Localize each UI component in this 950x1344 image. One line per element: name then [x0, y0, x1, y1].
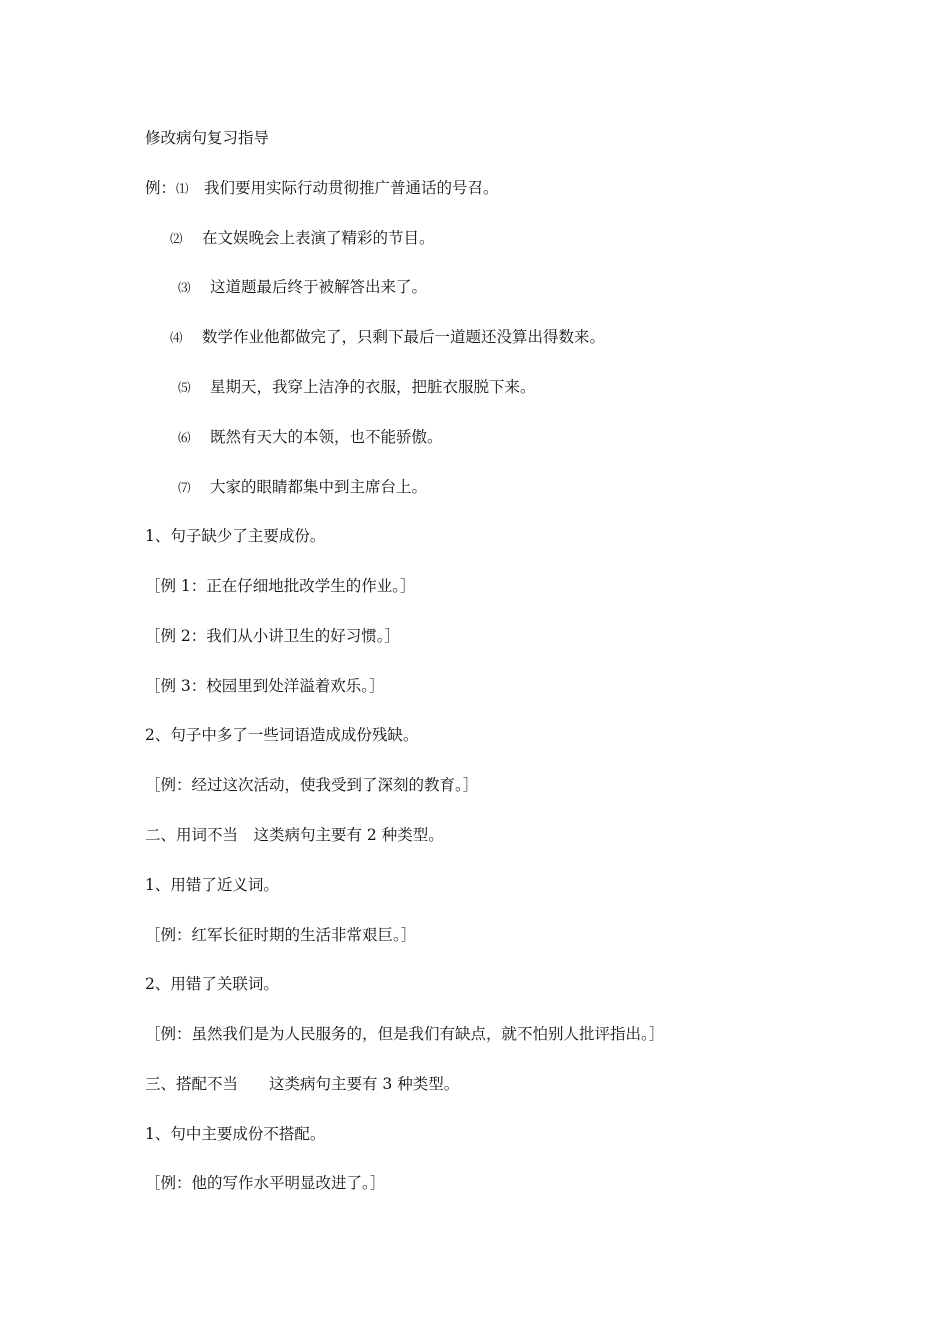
example-marker: ⑴: [176, 181, 189, 196]
example-item: [178, 427, 443, 448]
example-item: [178, 377, 536, 398]
document-title: 修改病句复习指导: [145, 129, 270, 147]
example-text: 大家的眼睛都集中到主席台上。: [210, 478, 428, 496]
section-point: 1、句中主要成份不搭配。: [145, 1125, 326, 1143]
example-item: [145, 178, 499, 199]
example-bracket: ［例：他的写作水平明显改进了。］: [145, 1174, 386, 1192]
example-text: 星期天，我穿上洁净的衣服，把脏衣服脱下来。: [210, 378, 536, 396]
example-item: [178, 477, 427, 498]
section-point: 1、句子缺少了主要成份。: [145, 527, 326, 545]
example-text: 在文娱晚会上表演了精彩的节目。: [202, 229, 435, 247]
example-marker: ⑺: [178, 480, 191, 495]
example-bracket: ［例：经过这次活动，使我受到了深刻的教育。］: [145, 776, 479, 794]
example-text: 既然有天大的本领，也不能骄傲。: [210, 428, 443, 446]
section-point: 2、句子中多了一些词语造成成份残缺。: [145, 726, 419, 744]
example-bracket: ［例 1：正在仔细地批改学生的作业。］: [145, 577, 416, 595]
section-point: 2、用错了关联词。: [145, 975, 279, 993]
example-item: [170, 327, 605, 348]
example-marker: ⑷: [170, 330, 183, 345]
example-bracket: ［例：虽然我们是为人民服务的，但是我们有缺点，就不怕别人批评指出。］: [145, 1025, 665, 1043]
example-bracket: ［例：红军长征时期的生活非常艰巨。］: [145, 926, 417, 944]
section-heading: 三、搭配不当 这类病句主要有 3 种类型。: [145, 1075, 460, 1093]
section-heading: 二、用词不当 这类病句主要有 2 种类型。: [145, 826, 444, 844]
section-point: 1、用错了近义词。: [145, 876, 279, 894]
example-text: 数学作业他都做完了，只剩下最后一道题还没算出得数来。: [202, 328, 606, 346]
example-text: 这道题最后终于被解答出来了。: [210, 278, 428, 296]
example-marker: ⑶: [178, 280, 191, 295]
example-bracket: ［例 2：我们从小讲卫生的好习惯。］: [145, 627, 401, 645]
example-marker: ⑵: [170, 231, 183, 246]
example-marker: ⑹: [178, 430, 191, 445]
example-item: [170, 228, 435, 249]
example-marker: ⑸: [178, 380, 191, 395]
examples-prefix: 例：: [145, 179, 177, 197]
example-bracket: ［例 3：校园里到处洋溢着欢乐。］: [145, 677, 385, 695]
example-item: [178, 277, 427, 298]
example-text: 我们要用实际行动贯彻推广普通话的号召。: [204, 179, 499, 197]
